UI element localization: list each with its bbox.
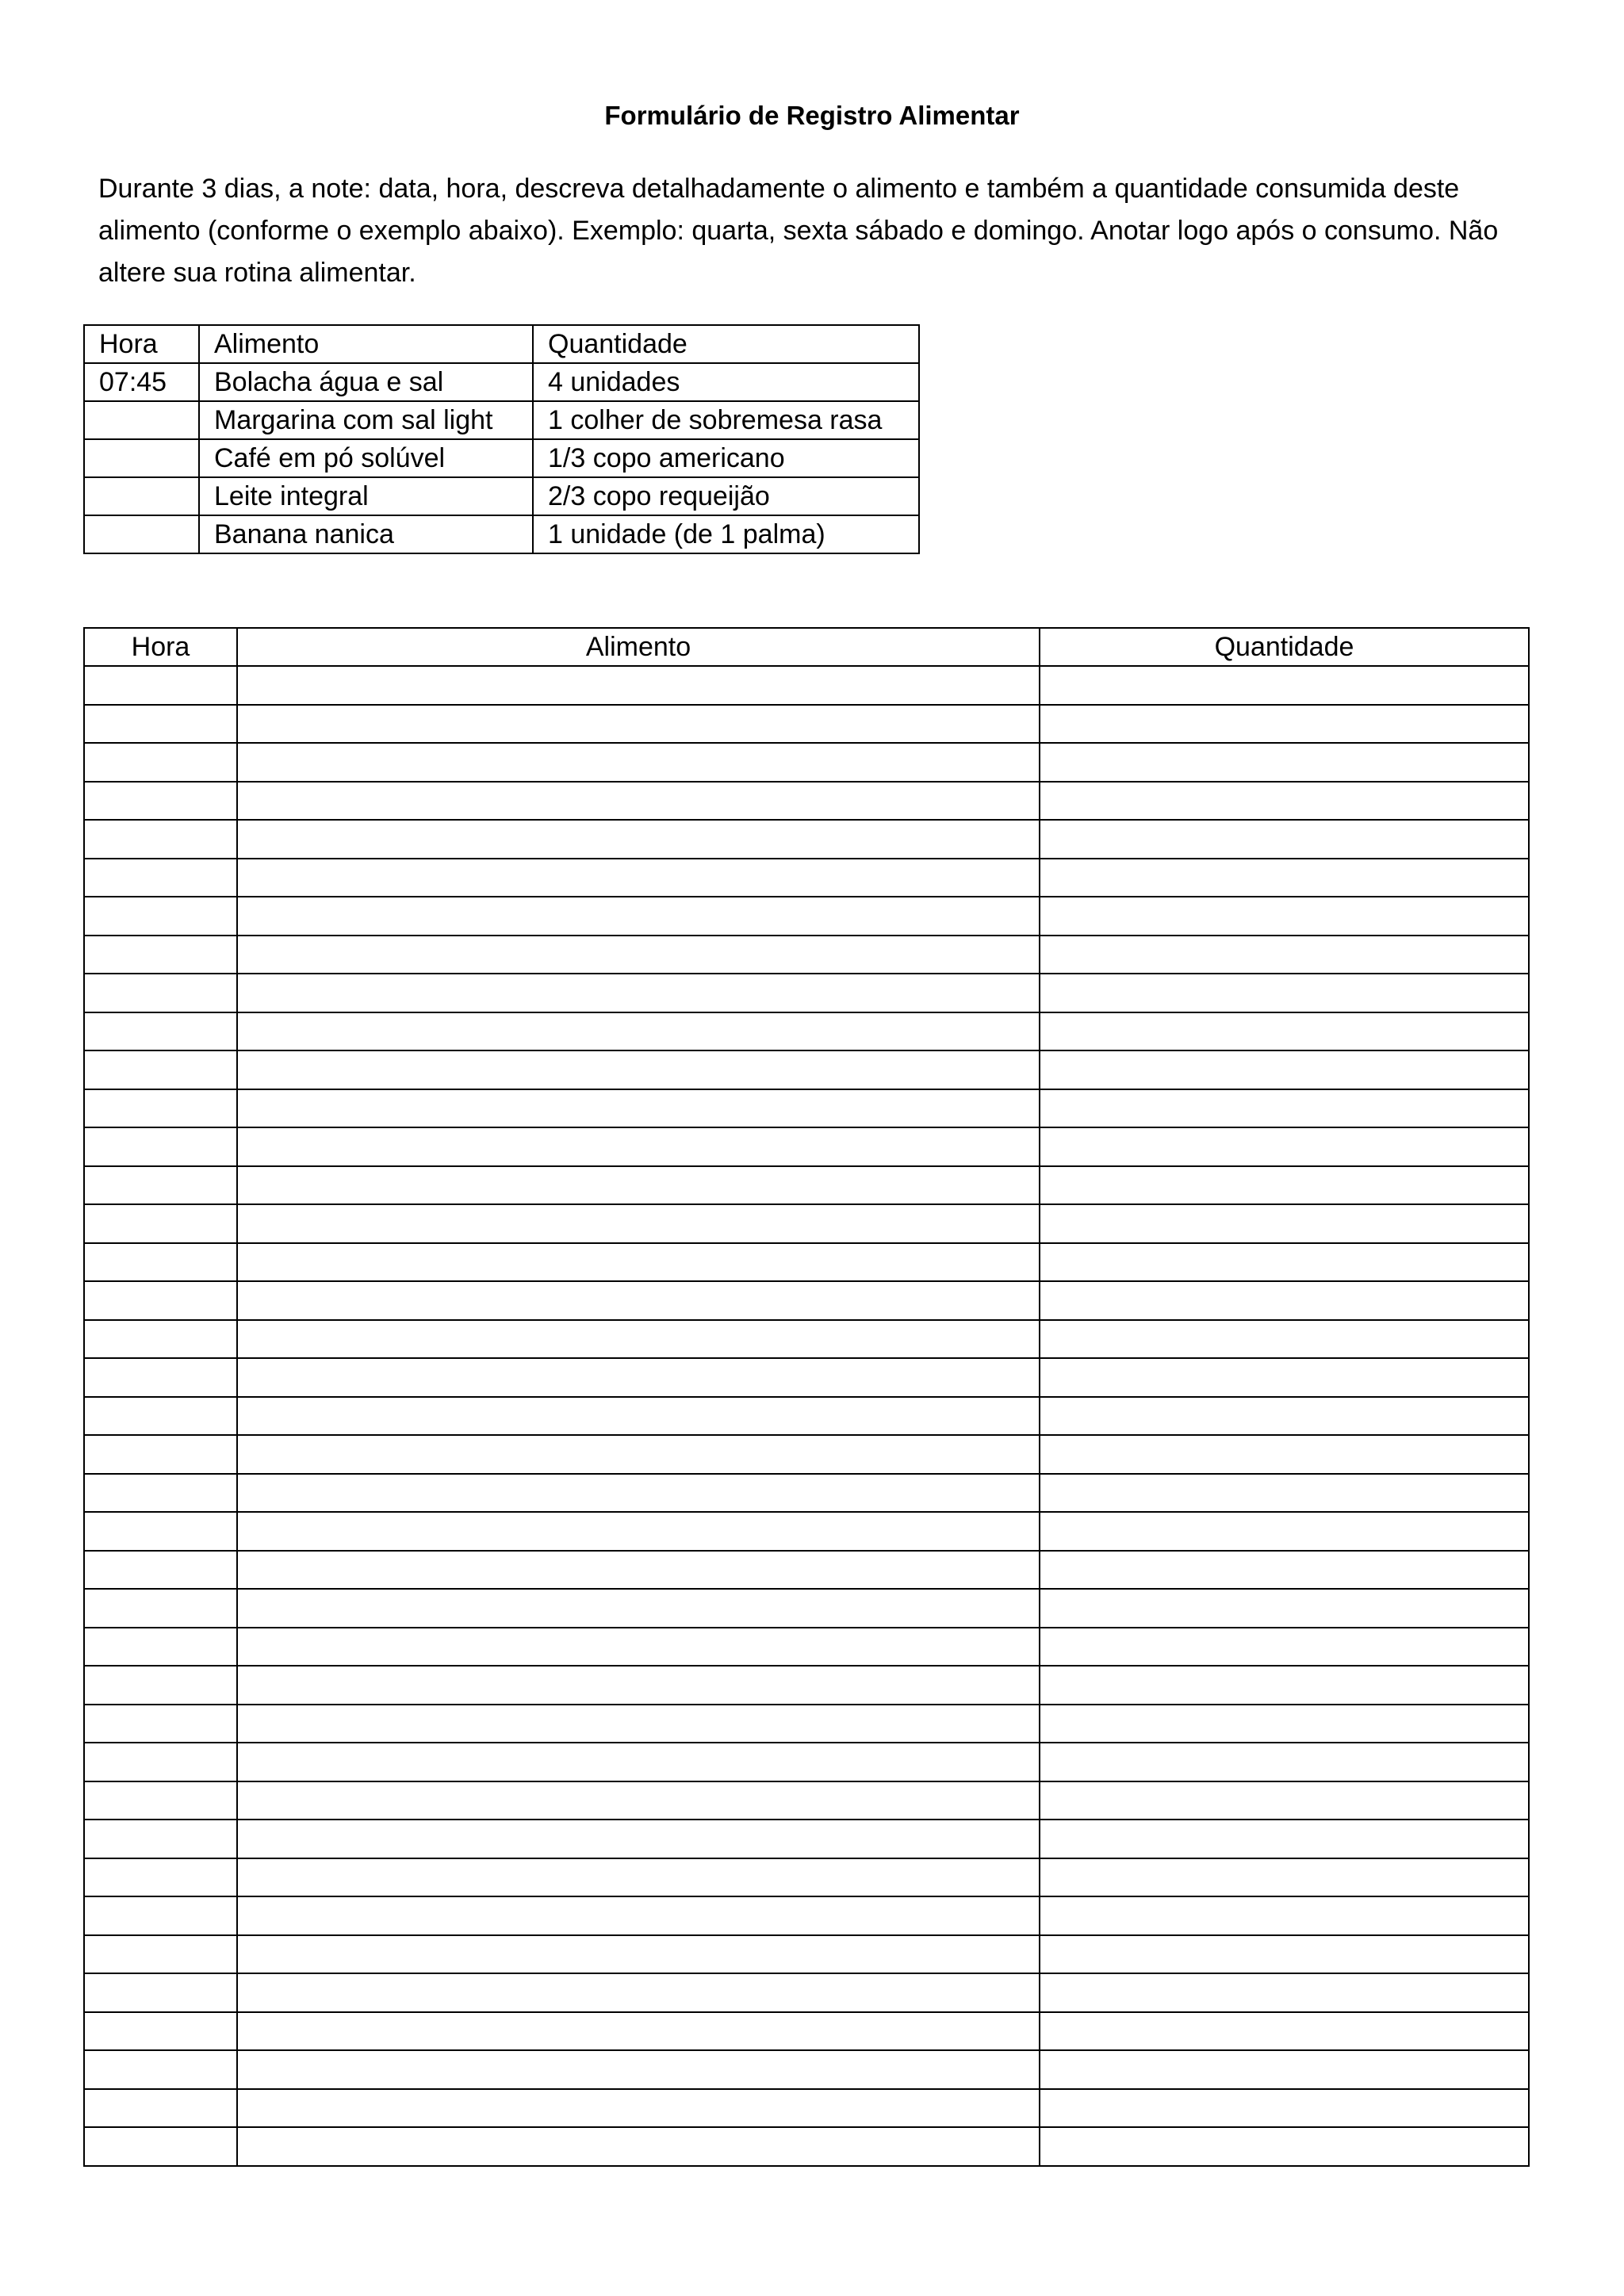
log-cell-quantidade[interactable] xyxy=(1040,1358,1529,1397)
log-cell-alimento[interactable] xyxy=(237,936,1040,974)
log-cell-alimento[interactable] xyxy=(237,974,1040,1012)
log-cell-alimento[interactable] xyxy=(237,743,1040,782)
log-row xyxy=(84,1358,1529,1397)
log-row xyxy=(84,1243,1529,1282)
example-cell-quantidade: 2/3 copo requeijão xyxy=(533,477,919,515)
log-cell-quantidade[interactable] xyxy=(1040,859,1529,897)
log-cell-hora[interactable] xyxy=(84,897,237,936)
log-cell-alimento[interactable] xyxy=(237,1666,1040,1705)
log-cell-hora[interactable] xyxy=(84,743,237,782)
example-table xyxy=(83,324,920,554)
log-cell-quantidade[interactable] xyxy=(1040,1166,1529,1205)
log-cell-alimento[interactable] xyxy=(237,1012,1040,1051)
example-header-alimento: Alimento xyxy=(199,325,533,363)
example-cell-alimento: Bolacha água e sal xyxy=(199,363,533,401)
log-cell-hora[interactable] xyxy=(84,1127,237,1166)
example-cell-hora: 07:45 xyxy=(84,363,199,401)
log-row xyxy=(84,1820,1529,1858)
log-cell-hora[interactable] xyxy=(84,1820,237,1858)
example-row xyxy=(84,439,919,477)
log-cell-alimento[interactable] xyxy=(237,1935,1040,1974)
log-cell-quantidade[interactable] xyxy=(1040,1781,1529,1820)
example-row xyxy=(84,401,919,439)
log-cell-alimento[interactable] xyxy=(237,2127,1040,2166)
example-row xyxy=(84,363,919,401)
log-row xyxy=(84,2089,1529,2128)
log-cell-quantidade[interactable] xyxy=(1040,1743,1529,1781)
example-cell-hora xyxy=(84,477,199,515)
log-cell-hora[interactable] xyxy=(84,1512,237,1551)
log-cell-hora[interactable] xyxy=(84,1050,237,1089)
example-cell-quantidade: 1 unidade (de 1 palma) xyxy=(533,515,919,553)
log-cell-hora[interactable] xyxy=(84,1166,237,1205)
log-cell-quantidade[interactable] xyxy=(1040,936,1529,974)
log-cell-quantidade[interactable] xyxy=(1040,1089,1529,1128)
log-cell-alimento[interactable] xyxy=(237,1973,1040,2012)
log-cell-quantidade[interactable] xyxy=(1040,820,1529,859)
log-cell-hora[interactable] xyxy=(84,1012,237,1051)
log-cell-alimento[interactable] xyxy=(237,1281,1040,1320)
log-cell-quantidade[interactable] xyxy=(1040,1858,1529,1897)
log-cell-quantidade[interactable] xyxy=(1040,2127,1529,2166)
example-cell-quantidade: 4 unidades xyxy=(533,363,919,401)
log-row xyxy=(84,859,1529,897)
log-cell-alimento[interactable] xyxy=(237,820,1040,859)
log-cell-quantidade[interactable] xyxy=(1040,1512,1529,1551)
log-cell-alimento[interactable] xyxy=(237,666,1040,705)
log-cell-quantidade[interactable] xyxy=(1040,1012,1529,1051)
log-cell-hora[interactable] xyxy=(84,936,237,974)
log-cell-hora[interactable] xyxy=(84,1858,237,1897)
log-row xyxy=(84,2050,1529,2089)
log-row xyxy=(84,1050,1529,1089)
log-header-alimento: Alimento xyxy=(237,628,1040,666)
log-cell-hora[interactable] xyxy=(84,1589,237,1628)
log-cell-alimento[interactable] xyxy=(237,1127,1040,1166)
log-cell-quantidade[interactable] xyxy=(1040,1973,1529,2012)
log-cell-alimento[interactable] xyxy=(237,1089,1040,1128)
log-cell-quantidade[interactable] xyxy=(1040,897,1529,936)
log-row xyxy=(84,705,1529,744)
log-row xyxy=(84,1474,1529,1513)
log-cell-alimento[interactable] xyxy=(237,859,1040,897)
log-row xyxy=(84,1781,1529,1820)
log-row xyxy=(84,1973,1529,2012)
log-cell-hora[interactable] xyxy=(84,2127,237,2166)
log-cell-alimento[interactable] xyxy=(237,1512,1040,1551)
example-cell-hora xyxy=(84,515,199,553)
log-cell-quantidade[interactable] xyxy=(1040,1474,1529,1513)
log-cell-alimento[interactable] xyxy=(237,1397,1040,1436)
log-cell-quantidade[interactable] xyxy=(1040,1935,1529,1974)
log-cell-hora[interactable] xyxy=(84,1705,237,1743)
log-cell-quantidade[interactable] xyxy=(1040,2012,1529,2051)
log-cell-quantidade[interactable] xyxy=(1040,1820,1529,1858)
example-cell-alimento: Café em pó solúvel xyxy=(199,439,533,477)
log-cell-quantidade[interactable] xyxy=(1040,1127,1529,1166)
log-cell-alimento[interactable] xyxy=(237,1858,1040,1897)
log-cell-quantidade[interactable] xyxy=(1040,1281,1529,1320)
log-cell-alimento[interactable] xyxy=(237,1820,1040,1858)
log-cell-alimento[interactable] xyxy=(237,2089,1040,2128)
log-row xyxy=(84,1551,1529,1590)
log-cell-alimento[interactable] xyxy=(237,1050,1040,1089)
log-cell-alimento[interactable] xyxy=(237,1243,1040,1282)
log-cell-alimento[interactable] xyxy=(237,1628,1040,1667)
log-row xyxy=(84,2127,1529,2166)
log-row xyxy=(84,1705,1529,1743)
log-row xyxy=(84,1589,1529,1628)
log-cell-hora[interactable] xyxy=(84,1973,237,2012)
log-cell-alimento[interactable] xyxy=(237,1743,1040,1781)
log-cell-quantidade[interactable] xyxy=(1040,1243,1529,1282)
log-cell-alimento[interactable] xyxy=(237,2012,1040,2051)
log-cell-hora[interactable] xyxy=(84,974,237,1012)
log-cell-alimento[interactable] xyxy=(237,782,1040,821)
log-row xyxy=(84,897,1529,936)
log-cell-hora[interactable] xyxy=(84,1935,237,1974)
log-row xyxy=(84,2012,1529,2051)
log-cell-alimento[interactable] xyxy=(237,1896,1040,1935)
log-row xyxy=(84,1435,1529,1474)
log-cell-quantidade[interactable] xyxy=(1040,1589,1529,1628)
log-cell-quantidade[interactable] xyxy=(1040,782,1529,821)
log-cell-alimento[interactable] xyxy=(237,1474,1040,1513)
log-cell-alimento[interactable] xyxy=(237,1551,1040,1590)
example-cell-alimento: Margarina com sal light xyxy=(199,401,533,439)
log-cell-hora[interactable] xyxy=(84,1089,237,1128)
log-cell-alimento[interactable] xyxy=(237,705,1040,744)
example-header-hora: Hora xyxy=(84,325,199,363)
example-cell-alimento: Leite integral xyxy=(199,477,533,515)
log-row xyxy=(84,1666,1529,1705)
log-row xyxy=(84,1512,1529,1551)
log-row xyxy=(84,666,1529,705)
log-cell-quantidade[interactable] xyxy=(1040,1397,1529,1436)
log-table xyxy=(83,627,1530,2167)
log-cell-hora[interactable] xyxy=(84,859,237,897)
form-title: Formulário de Registro Alimentar xyxy=(604,101,1020,130)
log-row xyxy=(84,1397,1529,1436)
log-cell-quantidade[interactable] xyxy=(1040,2089,1529,2128)
log-cell-alimento[interactable] xyxy=(237,897,1040,936)
log-row xyxy=(84,1281,1529,1320)
log-cell-hora[interactable] xyxy=(84,2050,237,2089)
log-row xyxy=(84,1089,1529,1128)
log-cell-hora[interactable] xyxy=(84,705,237,744)
log-row xyxy=(84,1858,1529,1897)
log-row xyxy=(84,782,1529,821)
log-cell-hora[interactable] xyxy=(84,1204,237,1243)
log-cell-alimento[interactable] xyxy=(237,1166,1040,1205)
log-cell-quantidade[interactable] xyxy=(1040,974,1529,1012)
log-cell-hora[interactable] xyxy=(84,1628,237,1667)
log-cell-hora[interactable] xyxy=(84,1474,237,1513)
log-cell-hora[interactable] xyxy=(84,1781,237,1820)
log-cell-quantidade[interactable] xyxy=(1040,1320,1529,1359)
log-header-quantidade: Quantidade xyxy=(1040,628,1529,666)
log-cell-hora[interactable] xyxy=(84,2012,237,2051)
log-row xyxy=(84,1204,1529,1243)
log-row xyxy=(84,1628,1529,1667)
log-cell-quantidade[interactable] xyxy=(1040,1705,1529,1743)
log-cell-quantidade[interactable] xyxy=(1040,1204,1529,1243)
example-cell-hora xyxy=(84,401,199,439)
log-row xyxy=(84,974,1529,1012)
log-cell-quantidade[interactable] xyxy=(1040,1435,1529,1474)
log-row xyxy=(84,1935,1529,1974)
log-row xyxy=(84,1127,1529,1166)
log-cell-alimento[interactable] xyxy=(237,1589,1040,1628)
log-cell-alimento[interactable] xyxy=(237,1320,1040,1359)
log-cell-hora[interactable] xyxy=(84,1281,237,1320)
log-cell-hora[interactable] xyxy=(84,1896,237,1935)
log-cell-alimento[interactable] xyxy=(237,2050,1040,2089)
log-cell-hora[interactable] xyxy=(84,1397,237,1436)
log-row xyxy=(84,1012,1529,1051)
log-cell-alimento[interactable] xyxy=(237,1781,1040,1820)
log-cell-quantidade[interactable] xyxy=(1040,1896,1529,1935)
log-cell-hora[interactable] xyxy=(84,1666,237,1705)
log-cell-hora[interactable] xyxy=(84,820,237,859)
log-cell-quantidade[interactable] xyxy=(1040,1050,1529,1089)
log-cell-hora[interactable] xyxy=(84,2089,237,2128)
log-cell-quantidade[interactable] xyxy=(1040,705,1529,744)
log-row xyxy=(84,1320,1529,1359)
log-row xyxy=(84,936,1529,974)
log-cell-quantidade[interactable] xyxy=(1040,743,1529,782)
log-cell-hora[interactable] xyxy=(84,1358,237,1397)
log-cell-hora[interactable] xyxy=(84,782,237,821)
example-cell-alimento: Banana nanica xyxy=(199,515,533,553)
example-cell-hora xyxy=(84,439,199,477)
log-row xyxy=(84,1896,1529,1935)
log-row xyxy=(84,1166,1529,1205)
log-cell-quantidade[interactable] xyxy=(1040,1666,1529,1705)
log-cell-hora[interactable] xyxy=(84,666,237,705)
example-header-row xyxy=(84,325,919,363)
instructions-text: Durante 3 dias, a note: data, hora, descreva detalhadamente o alimento e também a quantidade consumida deste alimento (conforme o exemplo abaixo). Exemplo: quarta, sexta sábado e domingo. Anotar logo após o consumo. Não altere sua rotina alimentar. xyxy=(98,174,1499,288)
log-cell-alimento[interactable] xyxy=(237,1435,1040,1474)
log-cell-quantidade[interactable] xyxy=(1040,1551,1529,1590)
log-cell-alimento[interactable] xyxy=(237,1705,1040,1743)
log-cell-hora[interactable] xyxy=(84,1551,237,1590)
example-cell-quantidade: 1 colher de sobremesa rasa xyxy=(533,401,919,439)
log-cell-hora[interactable] xyxy=(84,1243,237,1282)
log-cell-quantidade[interactable] xyxy=(1040,2050,1529,2089)
log-cell-hora[interactable] xyxy=(84,1320,237,1359)
log-table-body xyxy=(84,666,1529,2166)
example-row xyxy=(84,515,919,553)
log-header-row xyxy=(84,628,1529,666)
example-cell-quantidade: 1/3 copo americano xyxy=(533,439,919,477)
log-row xyxy=(84,743,1529,782)
log-row xyxy=(84,820,1529,859)
log-cell-alimento[interactable] xyxy=(237,1204,1040,1243)
example-row xyxy=(84,477,919,515)
log-cell-quantidade[interactable] xyxy=(1040,666,1529,705)
log-cell-hora[interactable] xyxy=(84,1743,237,1781)
log-row xyxy=(84,1743,1529,1781)
log-cell-quantidade[interactable] xyxy=(1040,1628,1529,1667)
log-header-hora: Hora xyxy=(84,628,237,666)
example-header-quantidade: Quantidade xyxy=(533,325,919,363)
log-cell-hora[interactable] xyxy=(84,1435,237,1474)
log-cell-alimento[interactable] xyxy=(237,1358,1040,1397)
